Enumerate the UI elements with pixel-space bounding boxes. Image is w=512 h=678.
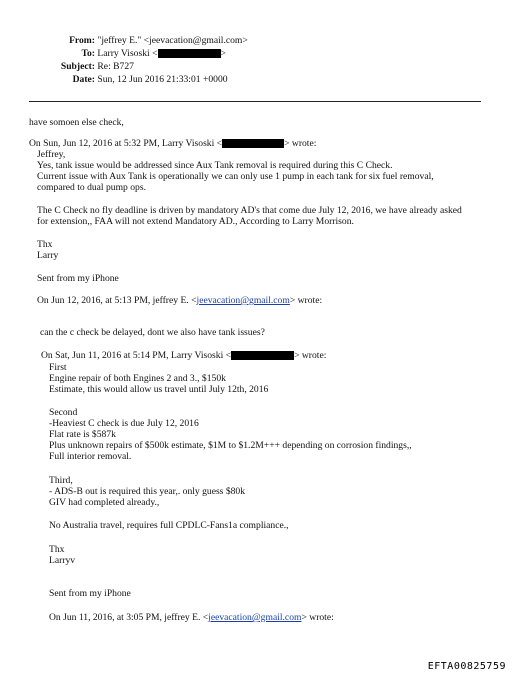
email-link[interactable]: jeevacation@gmail.com — [208, 612, 302, 623]
redaction-bar — [158, 49, 221, 58]
date-value: Sun, 12 Jun 2016 21:33:01 +0000 — [97, 74, 228, 85]
document-id: EFTA00825759 — [427, 661, 506, 672]
quote4-intro-text: On Jun 11, 2016, at 3:05 PM, jeffrey E. < — [49, 612, 209, 623]
quote3-line: Flat rate is $587k — [49, 429, 116, 440]
quote1-line: for extension,, FAA will not extend Mandatory AD., According to Larry Morrison. — [37, 216, 354, 227]
quote3-line: Engine repair of both Engines 2 and 3., $150k — [49, 373, 226, 384]
quote1-intro — [29, 138, 316, 149]
quote2-intro-text: On Jun 12, 2016, at 5:13 PM, jeffrey E. < — [37, 295, 197, 306]
quote3-line: -Heaviest C check is due July 12, 2016 — [49, 418, 199, 429]
quote3-intro-end: > wrote: — [294, 350, 327, 361]
quote3-line: Larryv — [49, 555, 76, 566]
quote2-intro — [37, 295, 322, 306]
quote2-intro-end: > wrote: — [289, 295, 323, 306]
quote3-line: First — [49, 362, 67, 373]
quote3-line: Second — [49, 407, 78, 418]
to-value-post: > — [220, 48, 226, 59]
quote3-line: Plus unknown repairs of $500k estimate, $1M to $1.2M+++ depending on corrosion findings,, — [49, 440, 412, 451]
quote4-intro — [49, 612, 334, 623]
header-divider — [29, 101, 481, 102]
from-value: "jeffrey E." <jeevacation@gmail.com> — [97, 35, 248, 46]
quote3-line: Full interior removal. — [49, 451, 132, 462]
reply-line: have somoen else check, — [29, 117, 124, 128]
quote1-line: Sent from my iPhone — [37, 273, 119, 284]
from-line — [44, 35, 248, 46]
quote3-line: Thx — [49, 544, 65, 555]
quote1-line: Current issue with Aux Tank is operationally we can only use 1 pump in each tank for six fuel removal, — [37, 171, 434, 182]
quote1-intro-end: > wrote: — [284, 138, 317, 149]
subject-value: Re: B727 — [97, 61, 134, 72]
quote1-line: Yes, tank issue would be addressed since Aux Tank removal is required during this C Check. — [37, 160, 393, 171]
quote3-intro-text: On Sat, Jun 11, 2016 at 5:14 PM, Larry Visoski < — [41, 350, 232, 361]
redaction-bar — [231, 351, 294, 360]
quote1-intro-text: On Sun, Jun 12, 2016 at 5:32 PM, Larry Visoski < — [29, 138, 223, 149]
subject-label: Subject: — [60, 61, 95, 72]
quote3-line: Third, — [49, 475, 73, 486]
quote1-line: Larry — [37, 250, 59, 261]
quote2-line: can the c check be delayed, dont we also have tank issues? — [40, 327, 265, 338]
to-label: To: — [81, 48, 95, 59]
to-line — [44, 48, 226, 59]
quote4-intro-end: > wrote: — [301, 612, 334, 623]
email-link[interactable]: jeevacation@gmail.com — [196, 295, 290, 306]
subject-line — [44, 61, 134, 72]
quote3-line: - ADS-B out is required this year,. only guess $80k — [49, 486, 246, 497]
quote1-line: The C Check no fly deadline is driven by mandatory AD's that come due July 12, 2016, we have already asked — [37, 205, 462, 216]
quote1-line: compared to dual pump ops. — [37, 182, 146, 193]
from-label: From: — [69, 35, 95, 46]
quote3-line: Sent from my iPhone — [49, 588, 131, 599]
quote3-intro — [41, 350, 326, 361]
quote1-line: Jeffrey, — [37, 149, 66, 160]
date-label: Date: — [72, 74, 95, 85]
quote3-line: GIV had completed already., — [49, 497, 160, 508]
to-value-pre: Larry Visoski < — [97, 48, 158, 59]
redaction-bar — [222, 139, 284, 148]
quote1-line: Thx — [37, 239, 53, 250]
quote3-line: Estimate, this would allow us travel until July 12th, 2016 — [49, 384, 269, 395]
date-line — [44, 74, 228, 85]
quote3-line: No Australia travel, requires full CPDLC-Fans1a compliance., — [49, 520, 289, 531]
